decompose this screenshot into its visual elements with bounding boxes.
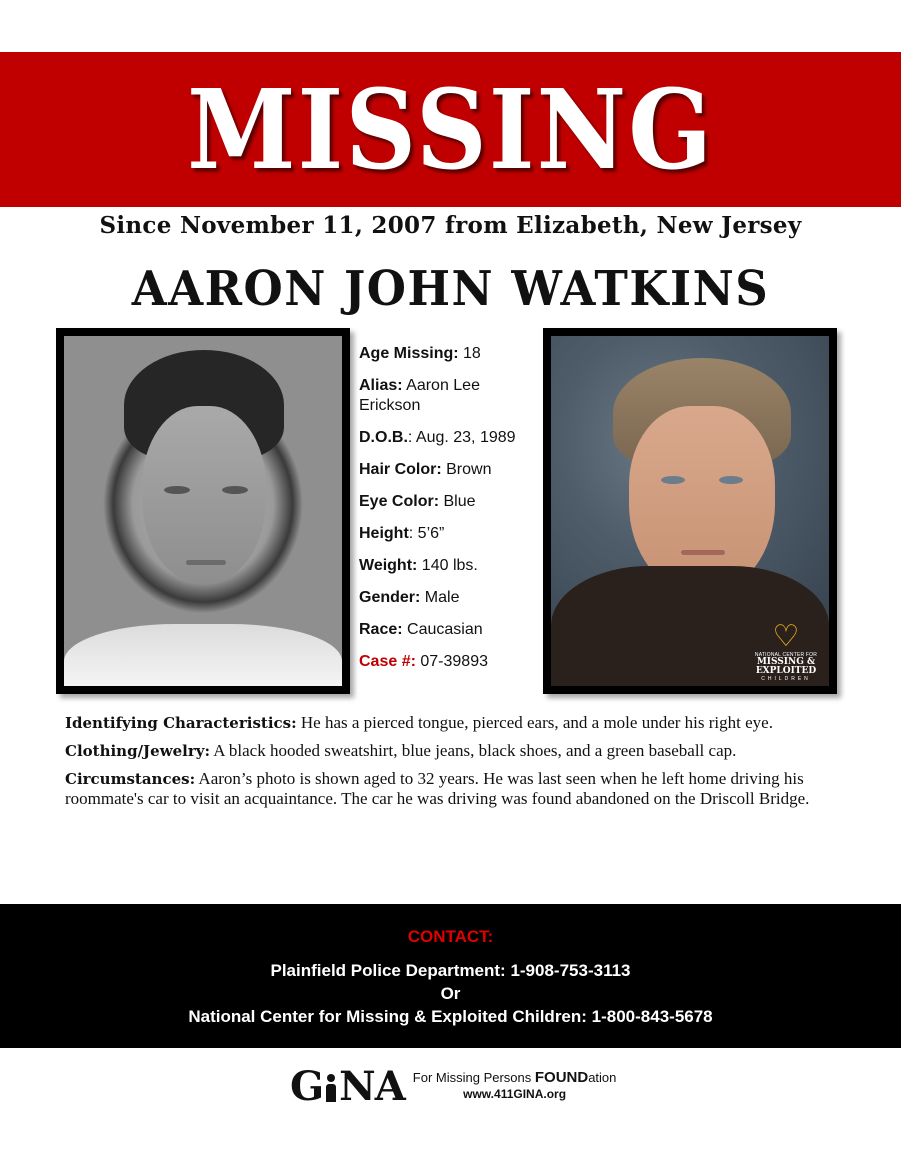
detail-height: Height: 5’6” — [359, 525, 445, 542]
gina-tagline: For Missing Persons FOUNDation www.411GINA.org — [412, 1069, 617, 1101]
photo-age-progressed — [543, 328, 837, 694]
person-details — [359, 344, 539, 684]
photo-original — [56, 328, 350, 694]
heart-children-icon: ♡ — [772, 620, 800, 653]
detail-case-number: Case #: 07-39893 — [359, 653, 488, 670]
identifying-characteristics: Identifying Characteristics: He has a pierced tongue, pierced ears, and a mole under his right eye. — [65, 713, 773, 732]
detail-race: Race: Caucasian — [359, 621, 483, 638]
contact-ncmec-phone: National Center for Missing & Exploited Children: 1-800-843-5678 — [188, 1007, 713, 1026]
banner-title: MISSING — [187, 65, 714, 195]
detail-alias: Alias: Aaron Lee Erickson — [359, 377, 480, 414]
ncmec-watermark: ♡ NATIONAL CENTER FOR MISSING & EXPLOITED CHILDREN — [751, 622, 821, 682]
case-description — [65, 713, 865, 817]
original-photo-image — [64, 336, 342, 686]
detail-dob: D.O.B.: Aug. 23, 1989 — [359, 429, 516, 446]
person-name: AARON JOHN WATKINS — [131, 260, 770, 317]
gina-url: www.411GINA.org — [463, 1087, 567, 1101]
contact-heading: CONTACT: — [407, 927, 494, 946]
missing-since-line: Since November 11, 2007 from Elizabeth, New Jersey — [99, 212, 802, 239]
detail-weight: Weight: 140 lbs. — [359, 557, 478, 574]
detail-age-missing: Age Missing: 18 — [359, 345, 481, 362]
age-progressed-photo-image — [551, 336, 829, 686]
gina-logo: G NA — [290, 1062, 405, 1110]
contact-box — [0, 904, 901, 1048]
detail-gender: Gender: Male — [359, 589, 460, 606]
contact-or: Or — [440, 984, 461, 1003]
contact-police-phone: Plainfield Police Department: 1-908-753-3113 — [270, 961, 631, 980]
clothing-jewelry: Clothing/Jewelry: A black hooded sweatshirt, blue jeans, black shoes, and a green baseball cap. — [65, 741, 737, 760]
person-figure-icon — [324, 1074, 338, 1102]
missing-banner — [0, 52, 901, 207]
detail-hair-color: Hair Color: Brown — [359, 461, 492, 478]
circumstances: Circumstances: Aaron’s photo is shown aged to 32 years. He was last seen when he left home driving his roommate's car to visit an acquaintance. The car he was driving was found abandoned on the Driscoll Bridge. — [65, 769, 810, 808]
gina-footer — [290, 1064, 616, 1108]
detail-eye-color: Eye Color: Blue — [359, 493, 476, 510]
